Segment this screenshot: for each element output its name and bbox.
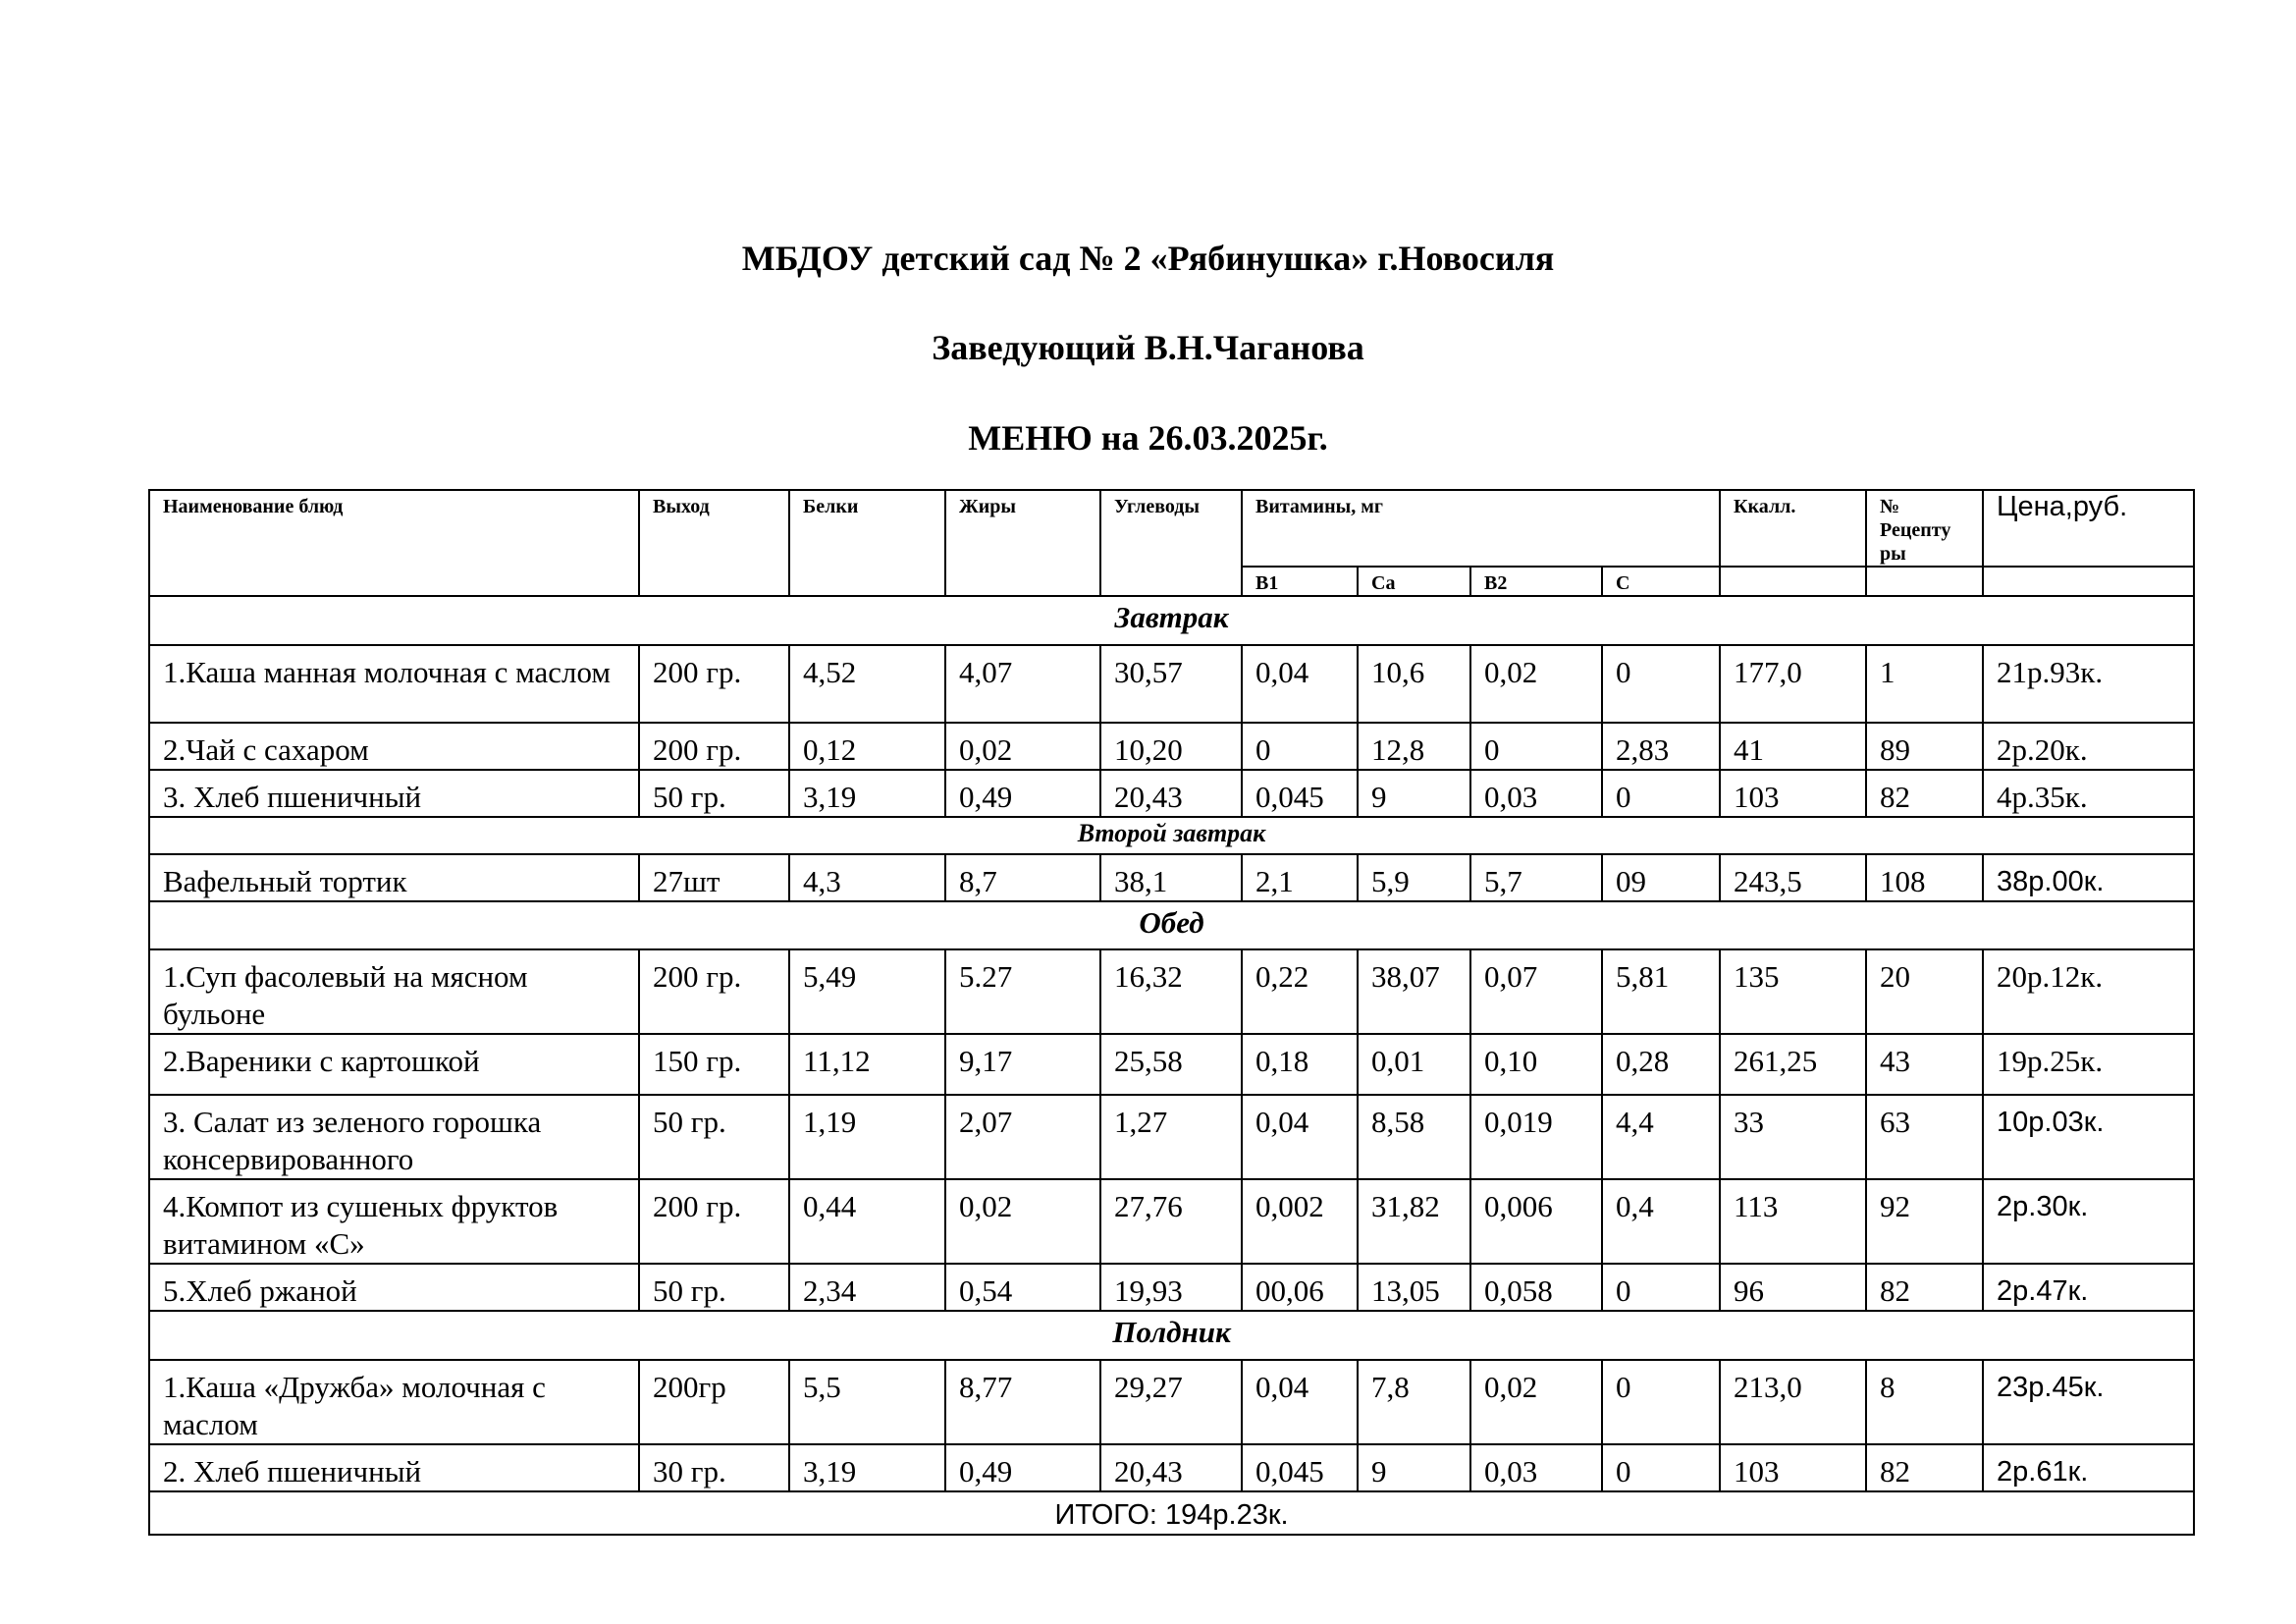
dish-c: 09 xyxy=(1602,854,1720,901)
dish-fats: 0,49 xyxy=(945,770,1100,817)
dish-name: 1.Каша манная молочная с маслом xyxy=(149,645,639,723)
dish-proteins: 4,52 xyxy=(789,645,945,723)
dish-recipe: 1 xyxy=(1866,645,1983,723)
dish-ca: 5,9 xyxy=(1358,854,1470,901)
dish-output: 200 гр. xyxy=(639,949,789,1034)
dish-carbs: 29,27 xyxy=(1100,1360,1242,1444)
dish-kcal: 41 xyxy=(1720,723,1866,770)
dish-price: 2р.20к. xyxy=(1983,723,2194,770)
total-row: ИТОГО: 194р.23к. xyxy=(149,1491,2194,1535)
dish-b1: 2,1 xyxy=(1242,854,1358,901)
dish-kcal: 213,0 xyxy=(1720,1360,1866,1444)
col-header-price-sub xyxy=(1983,567,2194,596)
section-breakfast: Завтрак xyxy=(149,596,2194,645)
dish-recipe: 92 xyxy=(1866,1179,1983,1264)
dish-recipe: 82 xyxy=(1866,1264,1983,1311)
dish-fats: 2,07 xyxy=(945,1095,1100,1179)
dish-output: 50 гр. xyxy=(639,1095,789,1179)
dish-b1: 00,06 xyxy=(1242,1264,1358,1311)
menu-table xyxy=(148,489,2195,1536)
dish-b1: 0,002 xyxy=(1242,1179,1358,1264)
dish-c: 0 xyxy=(1602,1264,1720,1311)
dish-output: 200 гр. xyxy=(639,1179,789,1264)
dish-carbs: 27,76 xyxy=(1100,1179,1242,1264)
dish-name: Вафельный тортик xyxy=(149,854,639,901)
dish-carbs: 38,1 xyxy=(1100,854,1242,901)
section-lunch: Обед xyxy=(149,901,2194,949)
dish-fats: 4,07 xyxy=(945,645,1100,723)
director-line: Заведующий В.Н.Чаганова xyxy=(932,328,1364,367)
dish-kcal: 243,5 xyxy=(1720,854,1866,901)
dish-b1: 0,045 xyxy=(1242,770,1358,817)
table-row xyxy=(149,1264,2194,1311)
col-header-name: Наименование блюд xyxy=(149,490,639,596)
table-row xyxy=(149,1179,2194,1264)
dish-price: 2р.30к. xyxy=(1983,1179,2194,1264)
dish-name: 3. Хлеб пшеничный xyxy=(149,770,639,817)
dish-proteins: 3,19 xyxy=(789,770,945,817)
col-header-output: Выход xyxy=(639,490,789,596)
dish-carbs: 30,57 xyxy=(1100,645,1242,723)
dish-b1: 0,18 xyxy=(1242,1034,1358,1095)
dish-c: 0,4 xyxy=(1602,1179,1720,1264)
dish-c: 0 xyxy=(1602,770,1720,817)
dish-fats: 8,7 xyxy=(945,854,1100,901)
dish-proteins: 1,19 xyxy=(789,1095,945,1179)
dish-carbs: 16,32 xyxy=(1100,949,1242,1034)
dish-carbs: 20,43 xyxy=(1100,770,1242,817)
table-row xyxy=(149,1360,2194,1444)
dish-price: 2р.47к. xyxy=(1983,1264,2194,1311)
dish-ca: 7,8 xyxy=(1358,1360,1470,1444)
dish-b2: 0 xyxy=(1470,723,1602,770)
dish-proteins: 2,34 xyxy=(789,1264,945,1311)
col-header-c: С xyxy=(1602,567,1720,596)
table-row xyxy=(149,770,2194,817)
dish-b1: 0,04 xyxy=(1242,1360,1358,1444)
dish-recipe: 43 xyxy=(1866,1034,1983,1095)
dish-carbs: 10,20 xyxy=(1100,723,1242,770)
dish-price: 20р.12к. xyxy=(1983,949,2194,1034)
col-header-b2: В2 xyxy=(1470,567,1602,596)
dish-carbs: 25,58 xyxy=(1100,1034,1242,1095)
dish-price: 10р.03к. xyxy=(1983,1095,2194,1179)
dish-b1: 0,04 xyxy=(1242,645,1358,723)
table-row xyxy=(149,723,2194,770)
dish-ca: 8,58 xyxy=(1358,1095,1470,1179)
dish-b2: 0,019 xyxy=(1470,1095,1602,1179)
col-header-price: Цена,руб. xyxy=(1983,490,2194,567)
col-header-kcal: Ккалл. xyxy=(1720,490,1866,567)
dish-b2: 0,02 xyxy=(1470,1360,1602,1444)
dish-ca: 38,07 xyxy=(1358,949,1470,1034)
dish-kcal: 177,0 xyxy=(1720,645,1866,723)
dish-ca: 10,6 xyxy=(1358,645,1470,723)
dish-b2: 0,006 xyxy=(1470,1179,1602,1264)
col-header-vitamins: Витамины, мг xyxy=(1242,490,1720,567)
col-header-kcal-sub xyxy=(1720,567,1866,596)
col-header-recipe-sub xyxy=(1866,567,1983,596)
dish-output: 30 гр. xyxy=(639,1444,789,1491)
dish-fats: 0,02 xyxy=(945,723,1100,770)
dish-b1: 0 xyxy=(1242,723,1358,770)
dish-c: 2,83 xyxy=(1602,723,1720,770)
dish-kcal: 113 xyxy=(1720,1179,1866,1264)
table-row xyxy=(149,949,2194,1034)
dish-kcal: 103 xyxy=(1720,1444,1866,1491)
dish-ca: 9 xyxy=(1358,1444,1470,1491)
col-header-carbs: Углеводы xyxy=(1100,490,1242,596)
dish-fats: 0,02 xyxy=(945,1179,1100,1264)
dish-name: 2.Чай с сахаром xyxy=(149,723,639,770)
dish-proteins: 5,49 xyxy=(789,949,945,1034)
dish-ca: 12,8 xyxy=(1358,723,1470,770)
dish-name: 2.Вареники с картошкой xyxy=(149,1034,639,1095)
dish-price: 23р.45к. xyxy=(1983,1360,2194,1444)
dish-recipe: 89 xyxy=(1866,723,1983,770)
dish-output: 200 гр. xyxy=(639,723,789,770)
dish-kcal: 33 xyxy=(1720,1095,1866,1179)
dish-b2: 0,07 xyxy=(1470,949,1602,1034)
dish-fats: 0,54 xyxy=(945,1264,1100,1311)
dish-fats: 5.27 xyxy=(945,949,1100,1034)
dish-ca: 0,01 xyxy=(1358,1034,1470,1095)
dish-ca: 13,05 xyxy=(1358,1264,1470,1311)
col-header-fats: Жиры xyxy=(945,490,1100,596)
dish-name: 4.Компот из сушеных фруктов витамином «С» xyxy=(149,1179,639,1264)
dish-output: 27шт xyxy=(639,854,789,901)
dish-name: 3. Салат из зеленого горошка консервированного xyxy=(149,1095,639,1179)
dish-kcal: 103 xyxy=(1720,770,1866,817)
dish-recipe: 20 xyxy=(1866,949,1983,1034)
dish-proteins: 0,44 xyxy=(789,1179,945,1264)
dish-carbs: 19,93 xyxy=(1100,1264,1242,1311)
dish-recipe: 82 xyxy=(1866,1444,1983,1491)
dish-price: 38р.00к. xyxy=(1983,854,2194,901)
dish-c: 0,28 xyxy=(1602,1034,1720,1095)
dish-proteins: 4,3 xyxy=(789,854,945,901)
section-second-breakfast: Второй завтрак xyxy=(149,817,2194,854)
dish-proteins: 5,5 xyxy=(789,1360,945,1444)
dish-carbs: 1,27 xyxy=(1100,1095,1242,1179)
dish-kcal: 261,25 xyxy=(1720,1034,1866,1095)
dish-recipe: 63 xyxy=(1866,1095,1983,1179)
dish-fats: 0,49 xyxy=(945,1444,1100,1491)
dish-c: 0 xyxy=(1602,1444,1720,1491)
table-row xyxy=(149,1444,2194,1491)
dish-name: 1.Каша «Дружба» молочная с маслом xyxy=(149,1360,639,1444)
dish-b2: 0,058 xyxy=(1470,1264,1602,1311)
table-row xyxy=(149,645,2194,723)
dish-kcal: 135 xyxy=(1720,949,1866,1034)
table-row xyxy=(149,1034,2194,1095)
dish-recipe: 108 xyxy=(1866,854,1983,901)
dish-output: 200 гр. xyxy=(639,645,789,723)
dish-name: 1.Суп фасолевый на мясном бульоне xyxy=(149,949,639,1034)
dish-carbs: 20,43 xyxy=(1100,1444,1242,1491)
dish-fats: 8,77 xyxy=(945,1360,1100,1444)
dish-c: 0 xyxy=(1602,645,1720,723)
dish-recipe: 8 xyxy=(1866,1360,1983,1444)
dish-kcal: 96 xyxy=(1720,1264,1866,1311)
col-header-b1: В1 xyxy=(1242,567,1358,596)
dish-fats: 9,17 xyxy=(945,1034,1100,1095)
dish-c: 0 xyxy=(1602,1360,1720,1444)
dish-price: 19р.25к. xyxy=(1983,1034,2194,1095)
dish-ca: 31,82 xyxy=(1358,1179,1470,1264)
dish-b1: 0,04 xyxy=(1242,1095,1358,1179)
dish-output: 50 гр. xyxy=(639,1264,789,1311)
dish-b2: 5,7 xyxy=(1470,854,1602,901)
col-header-proteins: Белки xyxy=(789,490,945,596)
dish-ca: 9 xyxy=(1358,770,1470,817)
dish-proteins: 0,12 xyxy=(789,723,945,770)
col-header-recipe: № Рецепту ры xyxy=(1866,490,1983,567)
dish-c: 4,4 xyxy=(1602,1095,1720,1179)
dish-proteins: 3,19 xyxy=(789,1444,945,1491)
section-afternoon-snack: Полдник xyxy=(149,1311,2194,1360)
menu-title: МЕНЮ на 26.03.2025г. xyxy=(968,418,1328,458)
dish-b2: 0,10 xyxy=(1470,1034,1602,1095)
dish-b2: 0,02 xyxy=(1470,645,1602,723)
institution-title: МБДОУ детский сад № 2 «Рябинушка» г.Новосиля xyxy=(741,239,1555,278)
dish-price: 21р.93к. xyxy=(1983,645,2194,723)
dish-output: 50 гр. xyxy=(639,770,789,817)
col-header-ca: Са xyxy=(1358,567,1470,596)
dish-price: 4р.35к. xyxy=(1983,770,2194,817)
dish-recipe: 82 xyxy=(1866,770,1983,817)
dish-name: 5.Хлеб ржаной xyxy=(149,1264,639,1311)
dish-proteins: 11,12 xyxy=(789,1034,945,1095)
dish-b1: 0,045 xyxy=(1242,1444,1358,1491)
dish-name: 2. Хлеб пшеничный xyxy=(149,1444,639,1491)
table-row xyxy=(149,1095,2194,1179)
dish-price: 2р.61к. xyxy=(1983,1444,2194,1491)
dish-b2: 0,03 xyxy=(1470,1444,1602,1491)
dish-output: 200гр xyxy=(639,1360,789,1444)
dish-b1: 0,22 xyxy=(1242,949,1358,1034)
dish-c: 5,81 xyxy=(1602,949,1720,1034)
dish-b2: 0,03 xyxy=(1470,770,1602,817)
dish-output: 150 гр. xyxy=(639,1034,789,1095)
table-row xyxy=(149,854,2194,901)
